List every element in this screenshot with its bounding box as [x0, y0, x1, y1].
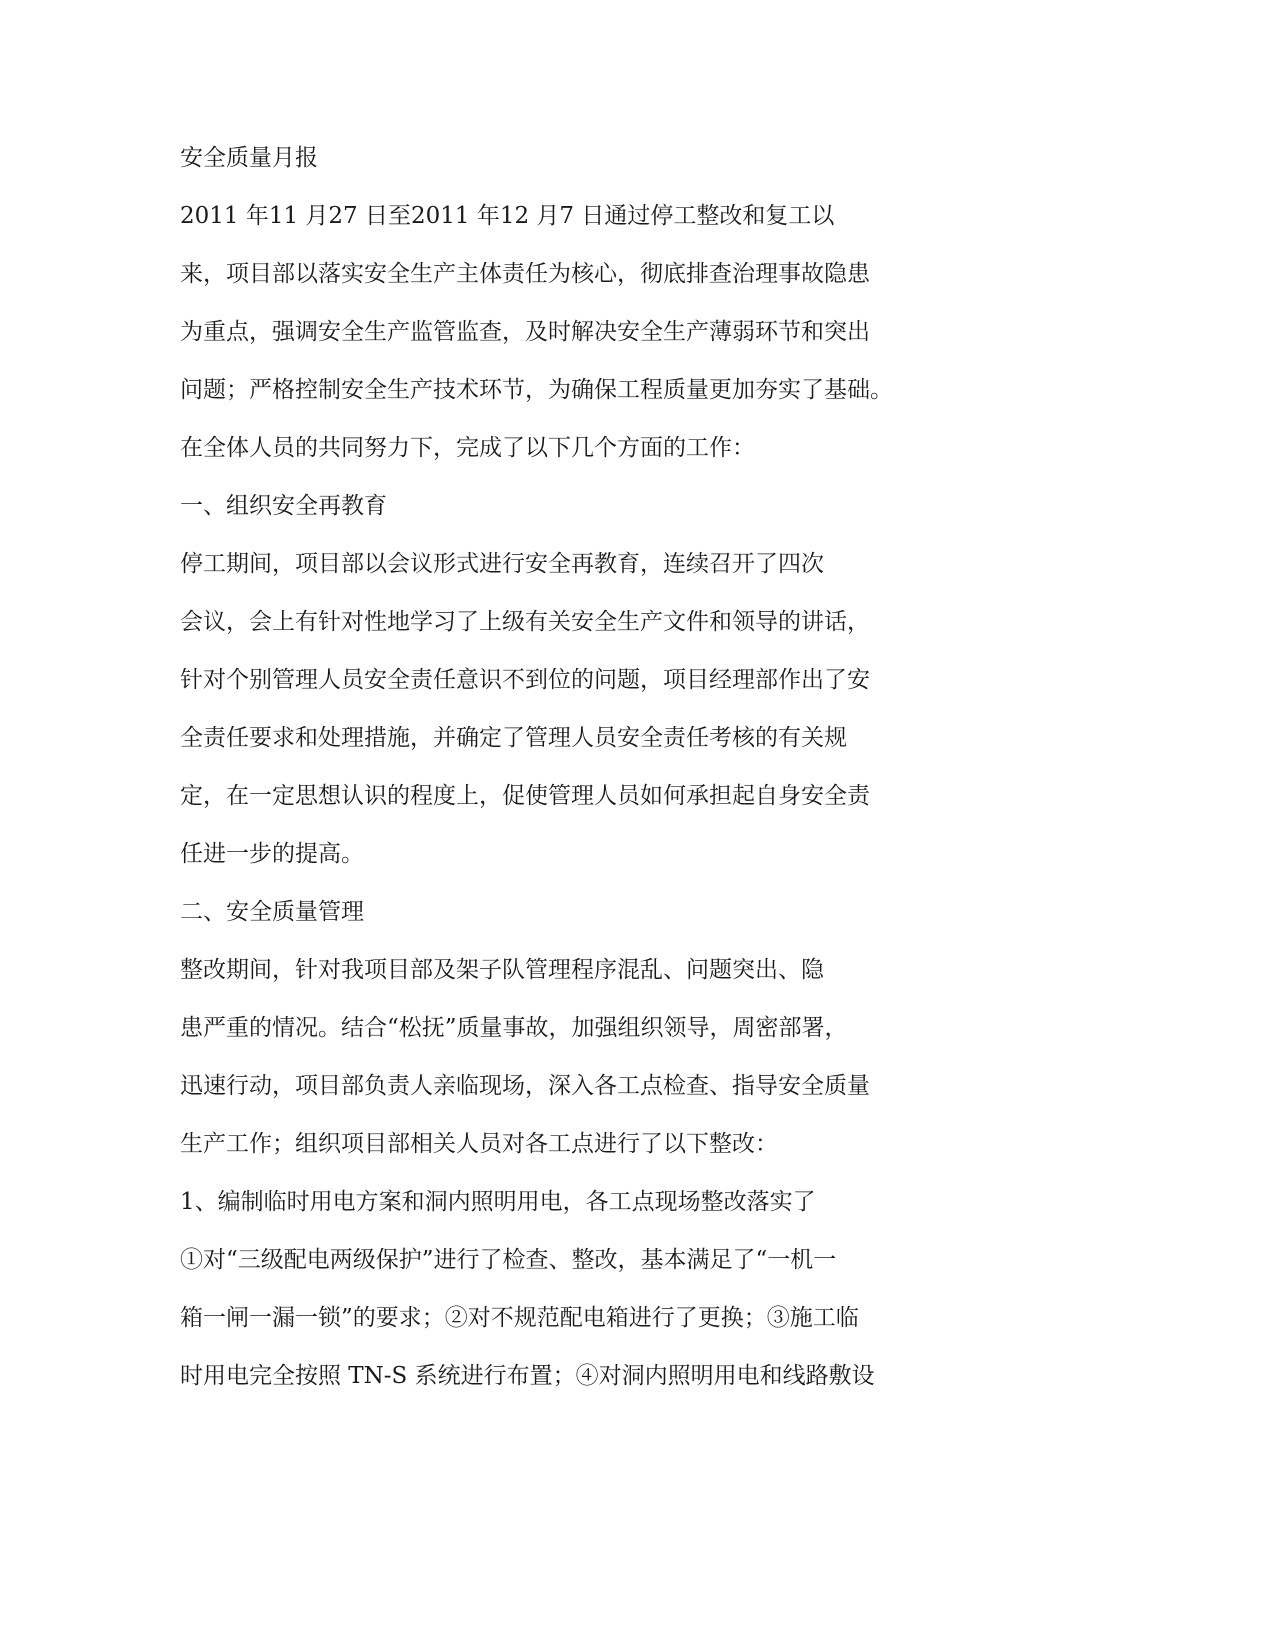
- section-heading: 二、安全质量管理: [180, 899, 364, 925]
- paragraph-line: 全责任要求和处理措施，并确定了管理人员安全责任考核的有关规: [180, 725, 847, 751]
- paragraph-line: 会议，会上有针对性地学习了上级有关安全生产文件和领导的讲话，: [180, 609, 870, 635]
- paragraph-line: 箱一闸一漏一锁”的要求；②对不规范配电箱进行了更换；③施工临: [180, 1305, 859, 1331]
- paragraph-line: 问题；严格控制安全生产技术环节，为确保工程质量更加夯实了基础。: [180, 377, 893, 403]
- document-title: 安全质量月报: [180, 145, 318, 171]
- paragraph-line: 迅速行动，项目部负责人亲临现场，深入各工点检查、指导安全质量: [180, 1073, 870, 1099]
- paragraph-line: 停工期间，项目部以会议形式进行安全再教育，连续召开了四次: [180, 551, 824, 577]
- paragraph-line: 时用电完全按照 TN-S 系统进行布置；④对洞内照明用电和线路敷设: [180, 1363, 875, 1389]
- paragraph-line: 整改期间，针对我项目部及架子队管理程序混乱、问题突出、隐: [180, 957, 824, 983]
- paragraph-line: ①对“三级配电两级保护”进行了检查、整改，基本满足了“一机一: [180, 1247, 837, 1273]
- paragraph-line: 生产工作；组织项目部相关人员对各工点进行了以下整改：: [180, 1131, 778, 1157]
- paragraph-line: 2011 年11 月27 日至2011 年12 月7 日通过停工整改和复工以: [180, 203, 835, 229]
- paragraph-line: 任进一步的提高。: [180, 841, 364, 867]
- paragraph-line: 患严重的情况。结合“松抚”质量事故，加强组织领导，周密部署，: [180, 1015, 848, 1041]
- paragraph-line: 定，在一定思想认识的程度上，促使管理人员如何承担起自身安全责: [180, 783, 870, 809]
- paragraph-line: 为重点，强调安全生产监管监查，及时解决安全生产薄弱环节和突出: [180, 319, 870, 345]
- list-item: 1、编制临时用电方案和洞内照明用电，各工点现场整改落实了: [180, 1189, 816, 1215]
- paragraph-line: 来，项目部以落实安全生产主体责任为核心，彻底排查治理事故隐患: [180, 261, 870, 287]
- paragraph-line: 针对个别管理人员安全责任意识不到位的问题，项目经理部作出了安: [180, 667, 870, 693]
- section-heading: 一、组织安全再教育: [180, 493, 387, 519]
- paragraph-line: 在全体人员的共同努力下，完成了以下几个方面的工作：: [180, 435, 755, 461]
